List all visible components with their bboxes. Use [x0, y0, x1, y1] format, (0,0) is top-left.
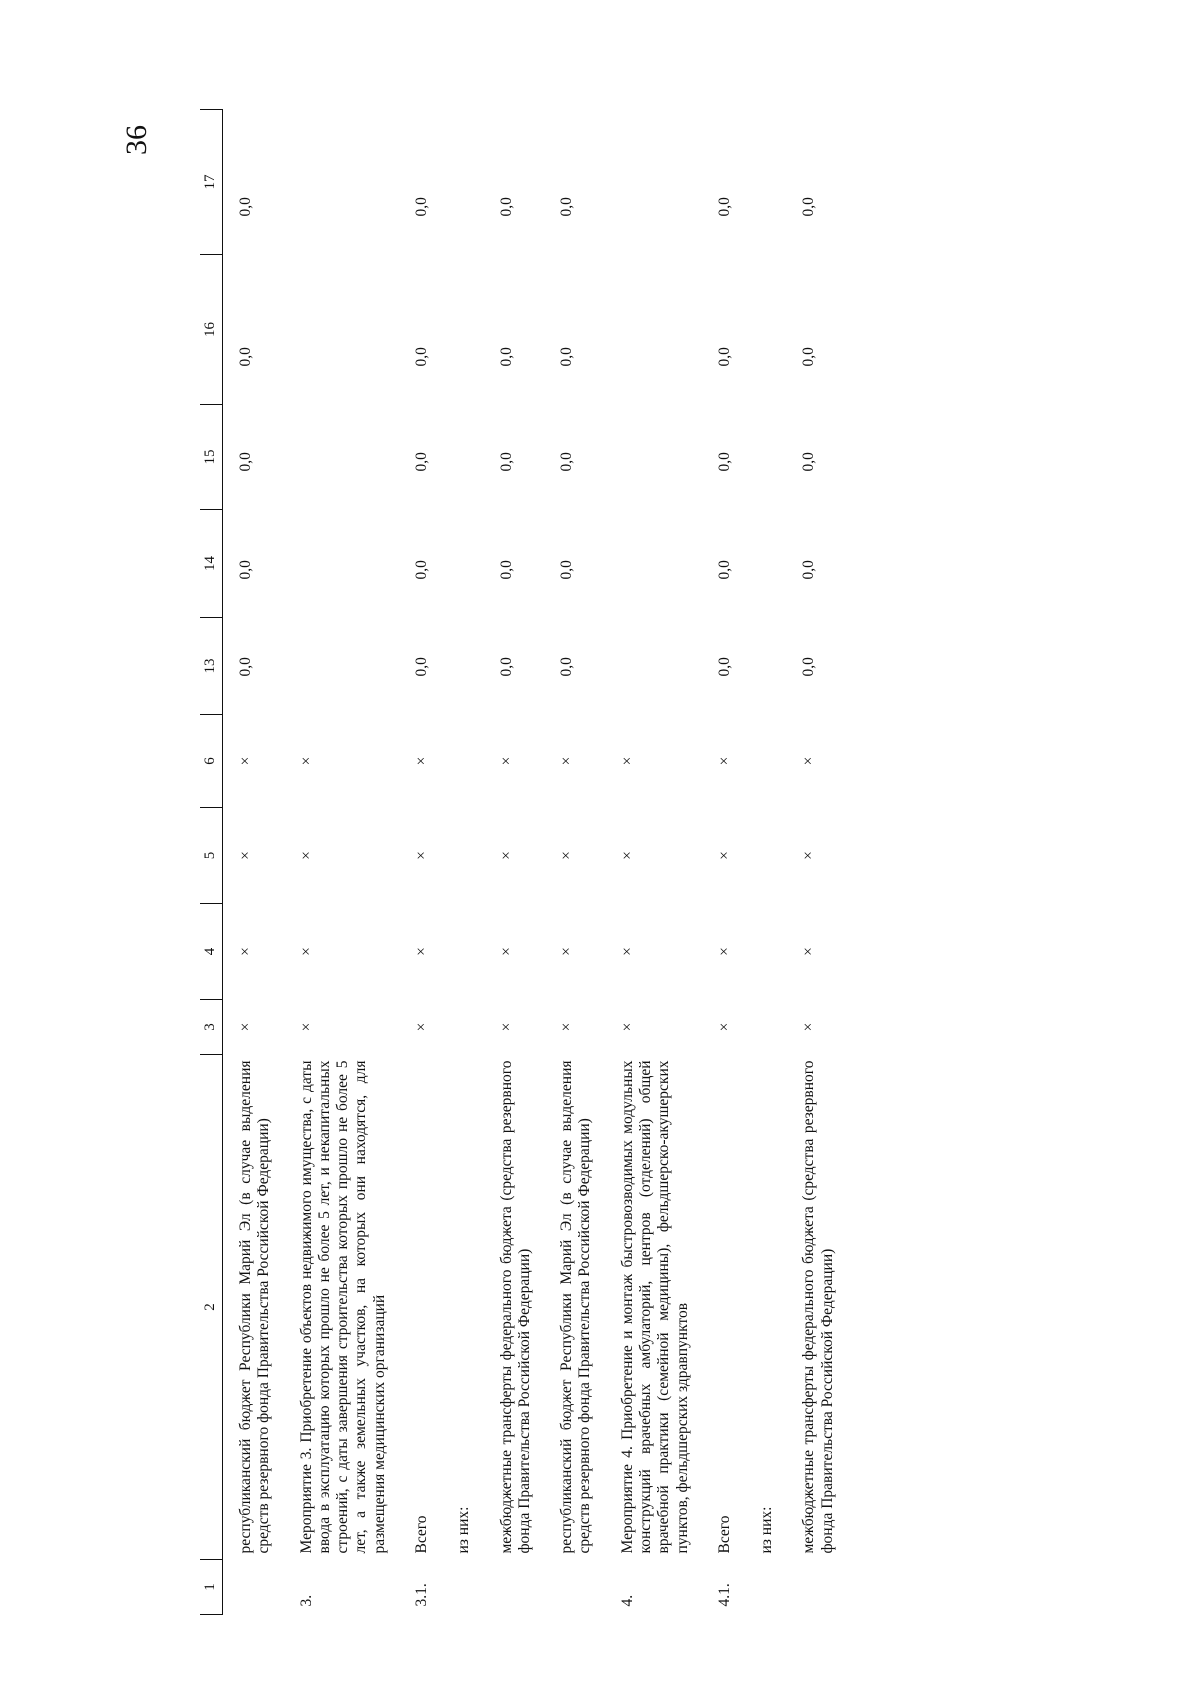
cell-col-16: 0,0 — [412, 347, 430, 367]
spacer-row — [431, 110, 455, 1615]
cell-col-14: 0,0 — [237, 560, 254, 580]
cell-col-15 — [758, 405, 776, 510]
header-cell-17: 17 — [200, 110, 223, 255]
cell-col-16 — [619, 255, 692, 405]
cell-col-17 — [619, 110, 692, 255]
cell-col-13 — [455, 618, 473, 715]
header-cell-2: 2 — [200, 1055, 223, 1560]
cell-col-13: 0,0 — [237, 657, 254, 677]
header-cell-6: 6 — [200, 715, 223, 808]
cell-col-16 — [298, 255, 389, 405]
spacer — [534, 110, 558, 1615]
spacer — [474, 110, 498, 1615]
spacer-row — [223, 110, 238, 1615]
cell-col-5: × — [412, 851, 430, 860]
row-number — [800, 1560, 837, 1615]
cell-col-16: 0,0 — [715, 347, 733, 367]
cell-col-4: × — [715, 947, 733, 956]
table-header — [200, 110, 223, 1615]
cell-col-6: × — [618, 756, 636, 766]
cell-col-3: × — [297, 1022, 315, 1032]
row-description: республиканский бюджет Республики Марий Эл (в случае выделения средств резервного фонда Правительства Российской Федерации) — [558, 1060, 594, 1554]
spacer — [431, 110, 455, 1615]
row-number — [455, 1560, 473, 1615]
spacer-row — [274, 110, 298, 1615]
cell-col-13: 0,0 — [715, 657, 733, 677]
cell-col-15 — [298, 405, 389, 510]
row-number: 4. — [618, 1594, 636, 1607]
cell-col-15: 0,0 — [237, 452, 254, 472]
row-number — [237, 1560, 274, 1615]
row-description: Всего — [412, 1515, 430, 1554]
cell-col-6: × — [497, 756, 515, 766]
cell-col-4: × — [237, 947, 254, 956]
cell-col-14: 0,0 — [412, 560, 430, 580]
cell-col-15: 0,0 — [412, 452, 430, 472]
row-description: межбюджетные трансферты федерального бюджета (средства резервного фонда Правительства Российской Федерации) — [800, 1060, 836, 1554]
cell-col-6 — [758, 715, 776, 808]
cell-col-13 — [758, 618, 776, 715]
cell-col-6: × — [412, 756, 430, 766]
spacer — [223, 110, 238, 1615]
spacer — [837, 110, 861, 1615]
cell-col-15: 0,0 — [715, 452, 733, 472]
header-cell-14: 14 — [200, 510, 223, 618]
spacer-row — [837, 110, 861, 1615]
cell-col-15 — [619, 405, 692, 510]
cell-col-16: 0,0 — [497, 347, 515, 367]
cell-col-5: × — [558, 851, 576, 860]
header-cell-3: 3 — [200, 1000, 223, 1055]
cell-col-15: 0,0 — [800, 452, 818, 472]
cell-col-5: × — [715, 851, 733, 860]
row-description: Всего — [715, 1515, 733, 1554]
cell-col-3: × — [558, 1022, 576, 1032]
row-number: 3. — [297, 1594, 315, 1607]
cell-col-6: × — [558, 756, 576, 766]
cell-col-3: × — [715, 1022, 733, 1032]
cell-col-17 — [298, 110, 389, 255]
table-row — [455, 110, 473, 1615]
cell-col-16: 0,0 — [558, 347, 576, 367]
spacer — [389, 110, 413, 1615]
cell-col-14: 0,0 — [800, 560, 818, 580]
cell-col-6 — [455, 715, 473, 808]
row-description: из них: — [758, 1506, 776, 1554]
cell-col-17: 0,0 — [412, 197, 430, 217]
cell-col-6: × — [297, 756, 315, 766]
cell-col-17: 0,0 — [558, 197, 576, 217]
spacer-row — [474, 110, 498, 1615]
page-number: 36 — [120, 125, 153, 155]
row-description: Мероприятие 4. Приобретение и монтаж быстровозводимых модульных конструкций врачебных амбулаторий, центров (отделений) общей врачебной практики (семейной медицины), фельдшерско-акушерских пунктов, фельдшерских здравпунктов — [618, 1060, 691, 1554]
cell-col-3 — [455, 1000, 473, 1055]
spacer-row — [389, 110, 413, 1615]
table-row — [237, 110, 274, 1615]
cell-col-4: × — [497, 947, 515, 956]
cell-col-5: × — [800, 851, 818, 860]
spacer-row — [776, 110, 800, 1615]
cell-col-17 — [455, 110, 473, 255]
cell-col-5 — [455, 808, 473, 904]
row-description: Мероприятие 3. Приобретение объектов недвижимого имущества, с даты ввода в эксплуатацию которых прошло не более 5 лет, и некапитальных строений, с даты завершения строительства которых прошло не более 5 лет, а также земельных участков, на которых они находятся, для размещения медицинских организаций — [297, 1060, 388, 1554]
spacer — [776, 110, 800, 1615]
cell-col-4: × — [412, 947, 430, 956]
cell-col-3: × — [412, 1022, 430, 1032]
table-row — [800, 110, 837, 1615]
cell-col-6: × — [715, 756, 733, 766]
cell-col-6: × — [237, 756, 254, 766]
cell-col-14 — [758, 510, 776, 618]
row-description: из них: — [455, 1506, 473, 1554]
header-cell-15: 15 — [200, 405, 223, 510]
table-row — [413, 110, 431, 1615]
cell-col-17: 0,0 — [497, 197, 515, 217]
spacer-row — [534, 110, 558, 1615]
spacer — [692, 110, 716, 1615]
row-number: 3.1. — [412, 1583, 430, 1607]
spacer — [734, 110, 758, 1615]
cell-col-4: × — [800, 947, 818, 956]
cell-col-15: 0,0 — [558, 452, 576, 472]
table-row — [298, 110, 389, 1615]
cell-col-5: × — [618, 851, 636, 860]
cell-col-4 — [455, 904, 473, 1000]
cell-col-15: 0,0 — [497, 452, 515, 472]
table-row — [558, 110, 595, 1615]
cell-col-13: 0,0 — [412, 657, 430, 677]
cell-col-3 — [758, 1000, 776, 1055]
header-cell-5: 5 — [200, 808, 223, 904]
cell-col-14: 0,0 — [715, 560, 733, 580]
row-description: межбюджетные трансферты федерального бюджета (средства резервного фонда Правительства Российской Федерации) — [497, 1060, 533, 1554]
cell-col-17 — [758, 110, 776, 255]
cell-col-3: × — [618, 1022, 636, 1032]
cell-col-13 — [619, 618, 692, 715]
cell-col-17: 0,0 — [237, 197, 254, 217]
header-cell-16: 16 — [200, 255, 223, 405]
cell-col-13: 0,0 — [497, 657, 515, 677]
table-body — [223, 110, 861, 1615]
cell-col-3: × — [497, 1022, 515, 1032]
spacer-row — [595, 110, 619, 1615]
spacer-row — [734, 110, 758, 1615]
table-row — [758, 110, 776, 1615]
cell-col-3: × — [237, 1022, 254, 1032]
row-description: республиканский бюджет Республики Марий Эл (в случае выделения средств резервного фонда Правительства Российской Федерации) — [237, 1060, 273, 1554]
cell-col-4: × — [297, 947, 315, 956]
table-row — [619, 110, 692, 1615]
cell-col-4: × — [618, 947, 636, 956]
table-row — [716, 110, 734, 1615]
cell-col-14 — [298, 510, 389, 618]
header-cell-4: 4 — [200, 904, 223, 1000]
cell-col-4 — [758, 904, 776, 1000]
header-row — [200, 110, 223, 1615]
spacer-row — [692, 110, 716, 1615]
header-cell-13: 13 — [200, 618, 223, 715]
cell-col-4: × — [558, 947, 576, 956]
cell-col-13 — [298, 618, 389, 715]
header-cell-1: 1 — [200, 1560, 223, 1615]
cell-col-14: 0,0 — [497, 560, 515, 580]
spacer — [595, 110, 619, 1615]
cell-col-13: 0,0 — [800, 657, 818, 677]
cell-col-16: 0,0 — [800, 347, 818, 367]
cell-col-5: × — [237, 851, 254, 860]
cell-col-13: 0,0 — [558, 657, 576, 677]
row-number — [498, 1560, 535, 1615]
cell-col-17: 0,0 — [800, 197, 818, 217]
cell-col-17: 0,0 — [715, 197, 733, 217]
cell-col-5: × — [297, 851, 315, 860]
cell-col-16 — [455, 255, 473, 405]
row-number: 4.1. — [715, 1583, 733, 1607]
cell-col-3: × — [800, 1022, 818, 1032]
budget-table-rotated — [200, 110, 1020, 1615]
cell-col-16 — [758, 255, 776, 405]
row-number — [558, 1560, 595, 1615]
spacer — [274, 110, 298, 1615]
cell-col-14 — [619, 510, 692, 618]
cell-col-14: 0,0 — [558, 560, 576, 580]
cell-col-16: 0,0 — [237, 347, 254, 367]
cell-col-5 — [758, 808, 776, 904]
cell-col-14 — [455, 510, 473, 618]
cell-col-15 — [455, 405, 473, 510]
row-number — [758, 1560, 776, 1615]
budget-table — [200, 109, 861, 1615]
cell-col-5: × — [497, 851, 515, 860]
cell-col-6: × — [800, 756, 818, 766]
table-row — [498, 110, 535, 1615]
